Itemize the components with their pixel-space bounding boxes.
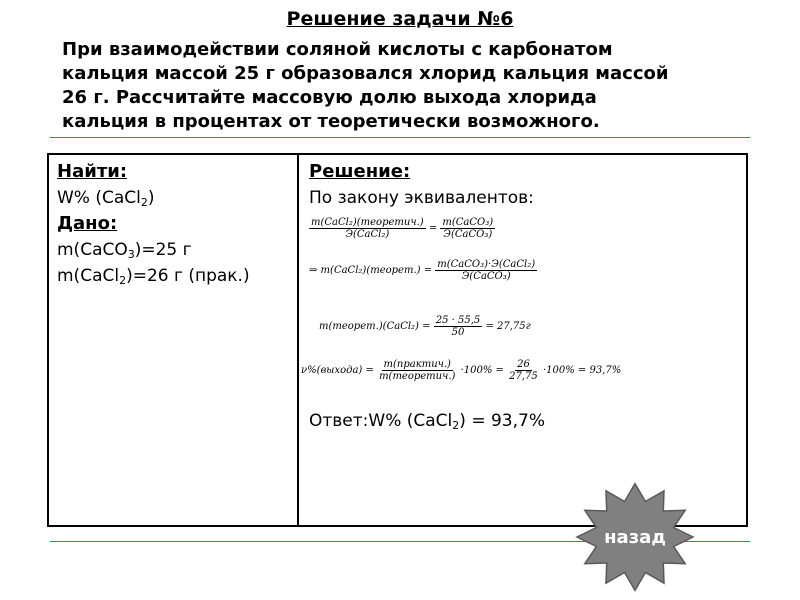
formula-calculation: m(теорет.)(CaCl₂) = $\frac{25 \cdot 55,5}{50}$ = 27,75г	[319, 315, 531, 338]
formula-theoretical-mass: ⇒ m(CaCl₂)(теорет.) = $\frac{\text{m(CaCO₃)·Э(CaCl₂)}}{\text{Э(CaCO₃)}}$	[309, 259, 536, 282]
page-title: Решение задачи №6	[286, 8, 514, 30]
back-button[interactable]	[574, 482, 696, 592]
find-value: W% (CaCl$_2$)	[57, 188, 155, 209]
problem-line: 26 г. Рассчитайте массовую долю выхода хлорида	[62, 87, 597, 108]
formula-yield: ν%(выхода) = $\frac{\text{m(практич.)}}{\text{m(теоретич.)}}$ ·100% = $\frac{26}{27,75}$ ·100% = 93,7%	[301, 359, 622, 382]
formula-equivalents: $\frac{\text{m(CaCl₂)(теоретич.)}}{\text{Э(CaCl₂)}}$ = $\frac{\text{m(CaCO₃)}}{\text{Э(CaCO₃)}}$	[311, 217, 494, 240]
given-mass-caco3: m(CaCO$_3$)=25 г	[57, 240, 192, 261]
law-text: По закону эквивалентов:	[309, 188, 534, 208]
solution-column	[299, 155, 746, 525]
problem-statement	[62, 38, 782, 134]
problem-line: кальция в процентах от теоретически возможного.	[62, 111, 600, 132]
accent-divider-top	[50, 137, 750, 138]
find-header: Найти:	[57, 161, 128, 182]
problem-line: кальция массой 25 г образовался хлорид кальция массой	[62, 63, 669, 84]
given-column	[49, 155, 299, 525]
given-mass-cacl2: m(CaCl$_2$)=26 г (прак.)	[57, 266, 250, 287]
solution-header: Решение:	[309, 161, 411, 182]
problem-line: При взаимодействии соляной кислоты с карбонатом	[62, 39, 613, 60]
back-button-label: назад	[604, 526, 666, 548]
solution-table	[47, 153, 748, 527]
given-header: Дано:	[57, 213, 118, 234]
answer-text: Ответ:W% (CaCl$_2$) = 93,7%	[309, 411, 545, 432]
